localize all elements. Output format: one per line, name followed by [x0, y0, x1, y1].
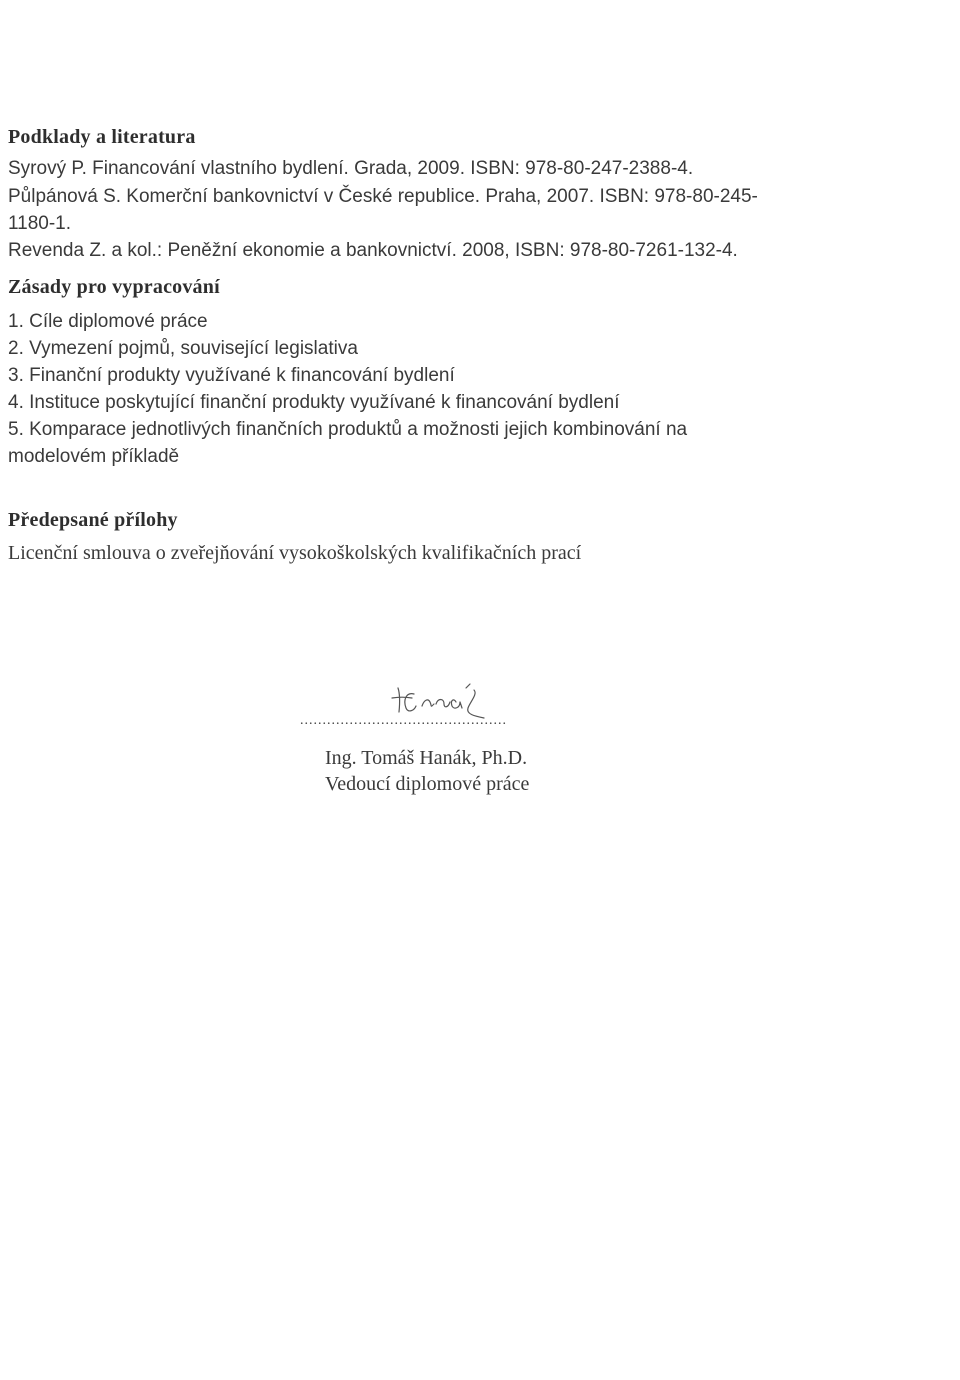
attachments-line-1: Licenční smlouva o zveřejňování vysokoškolských kvalifikačních prací: [8, 542, 582, 564]
principles-line-6: modelovém příkladě: [8, 446, 180, 467]
signature-dots: ..............................................: [300, 713, 507, 728]
principles-line-3: 3. Finanční produkty využívané k financování bydlení: [8, 365, 455, 386]
heading-literature: Podklady a literatura: [8, 126, 196, 148]
heading-attachments: Předepsané přílohy: [8, 509, 178, 531]
signatory-role: Vedoucí diplomové práce: [325, 773, 530, 795]
literature-line-1: Syrový P. Financování vlastního bydlení. Grada, 2009. ISBN: 978-80-247-2388-4.: [8, 158, 694, 179]
principles-line-5: 5. Komparace jednotlivých finančních produktů a možnosti jejich kombinování na: [8, 419, 688, 440]
principles-line-2: 2. Vymezení pojmů, související legislativa: [8, 338, 358, 359]
literature-line-3: 1180-1.: [8, 213, 72, 234]
literature-line-4: Revenda Z. a kol.: Peněžní ekonomie a bankovnictví. 2008, ISBN: 978-80-7261-132-4.: [8, 240, 738, 261]
literature-line-2: Půlpánová S. Komerční bankovnictví v České republice. Praha, 2007. ISBN: 978-80-245-: [8, 186, 758, 207]
principles-line-4: 4. Instituce poskytující finanční produkty využívané k financování bydlení: [8, 392, 620, 413]
signatory-name: Ing. Tomáš Hanák, Ph.D.: [325, 747, 528, 769]
heading-principles: Zásady pro vypracování: [8, 276, 220, 298]
principles-line-1: 1. Cíle diplomové práce: [8, 311, 208, 332]
